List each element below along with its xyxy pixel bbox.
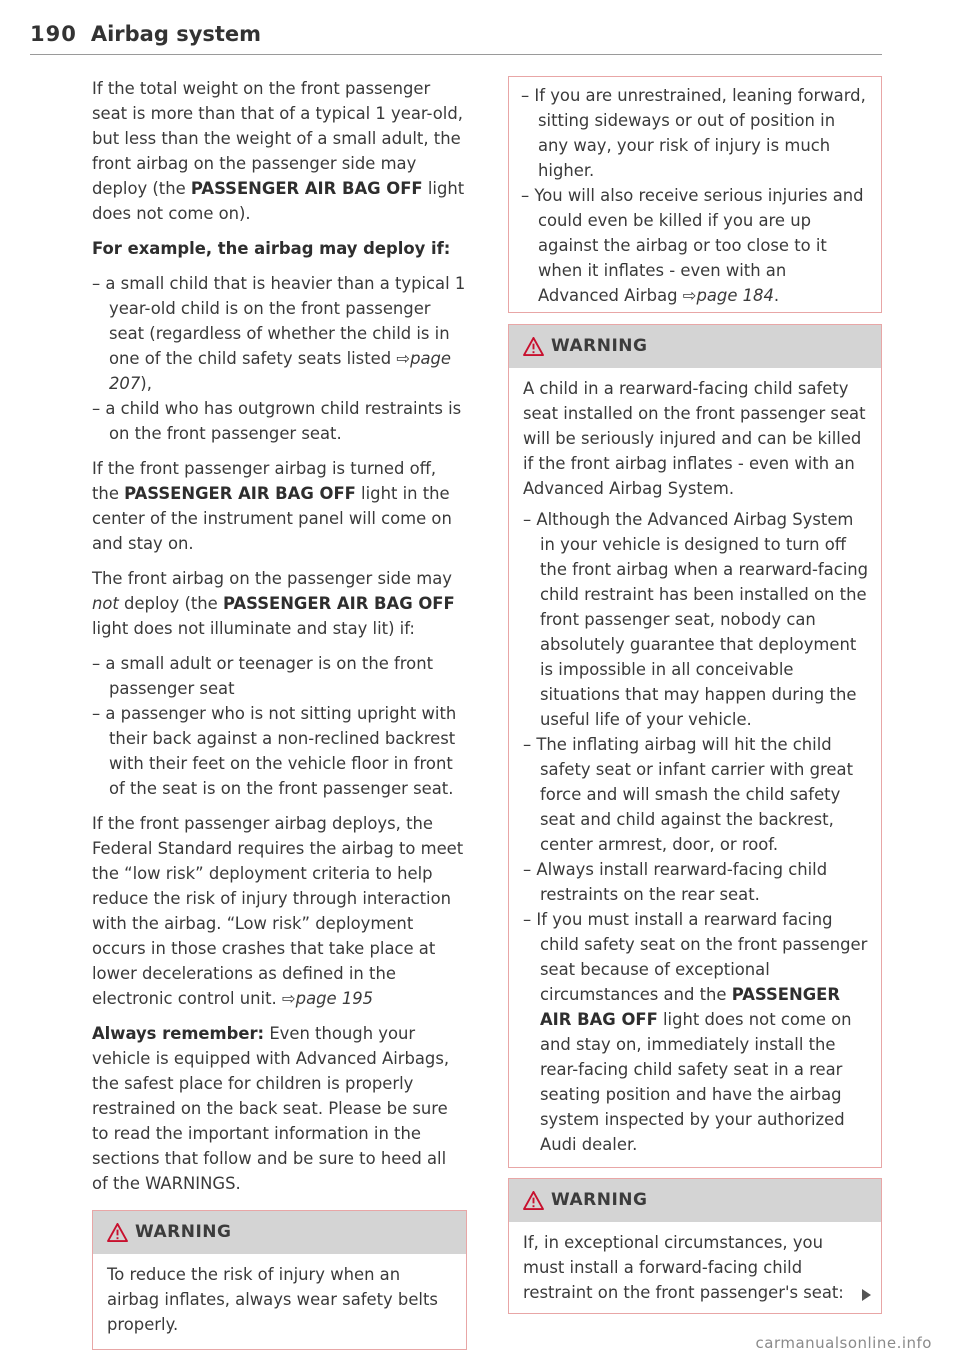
warning-triangle-icon <box>523 1191 544 1210</box>
watermark: carmanualsonline.info <box>755 1334 932 1352</box>
deploy-list <box>92 271 467 446</box>
list-item: – If you must install a rearward facing child safety seat on the front passenger seat because of exceptional circumstances and the PASSENGER AIR BAG OFF light does not come on and stay on, immediately install the rear-facing child safety seat in a rear seating position and have the airbag system inspected by your authorized Audi dealer. <box>523 907 869 1157</box>
warning-body <box>509 1222 881 1313</box>
page-reference-link[interactable]: ⇨page 184 <box>682 286 774 305</box>
warning-triangle-icon <box>523 337 544 356</box>
warning-text: To reduce the risk of injury when an airbag inflates, always wear safety belts properly. <box>107 1265 438 1334</box>
paragraph-low-risk: If the front passenger airbag deploys, the Federal Standard requires the airbag to meet the “low risk” deployment criteria to help reduce the risk of injury through interaction with the airbag. “Low risk” deployment occurs in those crashes that take place at lower decelerations as defined in the electronic control unit. ⇨page 195 <box>92 814 464 1008</box>
list-item: – You will also receive serious injuries and could even be killed if you are up against the airbag or too close to it when it inflates - even with an Advanced Airbag ⇨page 184. <box>521 183 869 308</box>
page-reference-link[interactable]: ⇨page 207 <box>109 349 452 393</box>
warning-title: WARNING <box>551 1190 648 1210</box>
warning-title: WARNING <box>551 336 648 356</box>
warning-body <box>509 368 881 1167</box>
paragraph-airbag-off: If the front passenger airbag is turned off, the PASSENGER AIR BAG OFF light in the center of the instrument panel will come on and stay on. <box>92 459 452 553</box>
section-title: Airbag system <box>90 22 262 46</box>
warning-triangle-icon <box>107 1223 128 1242</box>
warning-text: A child in a rearward-facing child safety seat installed on the front passenger seat will be seriously injured and can be killed if the front airbag inflates - even with an Advanced Airbag System. <box>523 379 866 498</box>
page-number: 190 <box>30 22 77 46</box>
continue-arrow-icon <box>862 1289 871 1301</box>
list-item: – The inflating airbag will hit the child safety seat or infant carrier with great force and will smash the child safety seat and child against the backrest, center armrest, door, or roof. <box>523 732 869 857</box>
left-column <box>92 76 467 1350</box>
paragraph-weight: If the total weight on the front passenger seat is more than that of a typical 1 year-old, but less than the weight of a small adult, the front airbag on the passenger side may deploy (the PASSENGER AIR BAG OFF light does not come on). <box>92 79 465 223</box>
paragraph-not-deploy: The front airbag on the passenger side may not deploy (the PASSENGER AIR BAG OFF light does not illuminate and stay lit) if: <box>92 569 455 638</box>
warning-title: WARNING <box>135 1222 232 1242</box>
list-item: – Although the Advanced Airbag System in your vehicle is designed to turn off the front airbag when a rearward-facing child restraint has been installed on the front passenger seat, nobody can absolutely guarantee that deployment is impossible in all conceivable situations that may happen during the useful life of your vehicle. <box>523 507 869 732</box>
warning-box <box>92 1210 467 1350</box>
warning-body <box>93 1254 466 1349</box>
list-item: – a small child that is heavier than a typical 1 year-old child is on the front passenger seat (regardless of whether the child is in one of the child safety seats listed ⇨page 207), <box>92 271 467 396</box>
page-header <box>30 22 882 55</box>
arrow-right-icon: ⇨ <box>281 989 296 1008</box>
warning-text: If, in exceptional circumstances, you must install a forward-facing child restraint on the front passenger's seat: <box>523 1233 844 1302</box>
page-reference-link[interactable]: ⇨page 195 <box>281 989 374 1008</box>
paragraph-always-remember: Always remember: Even though your vehicle is equipped with Advanced Airbags, the safest place for children is properly restrained on the back seat. Please be sure to read the important information in the sections that follow and be sure to heed all of the WARNINGS. <box>92 1024 450 1193</box>
header-rule <box>30 54 882 55</box>
warning-header <box>509 325 881 368</box>
right-column <box>508 76 882 1314</box>
warning-continuation-box <box>508 76 882 313</box>
arrow-right-icon: ⇨ <box>682 286 697 305</box>
list-item: – a child who has outgrown child restraints is on the front passenger seat. <box>92 396 467 446</box>
example-heading: For example, the airbag may deploy if: <box>92 239 451 258</box>
not-deploy-list <box>92 651 467 801</box>
warning-box <box>508 1178 882 1314</box>
warning-box <box>508 324 882 1168</box>
warning-header <box>93 1211 466 1254</box>
list-item: – a passenger who is not sitting upright with their back against a non-reclined backrest with their feet on the vehicle floor in front of the seat is on the front passenger seat. <box>92 701 467 801</box>
arrow-right-icon: ⇨ <box>396 349 411 368</box>
list-item: – If you are unrestrained, leaning forward, sitting sideways or out of position in any way, your risk of injury is much higher. <box>521 83 869 183</box>
list-item: – Always install rearward-facing child restraints on the rear seat. <box>523 857 869 907</box>
warning-header <box>509 1179 881 1222</box>
list-item: – a small adult or teenager is on the front passenger seat <box>92 651 467 701</box>
